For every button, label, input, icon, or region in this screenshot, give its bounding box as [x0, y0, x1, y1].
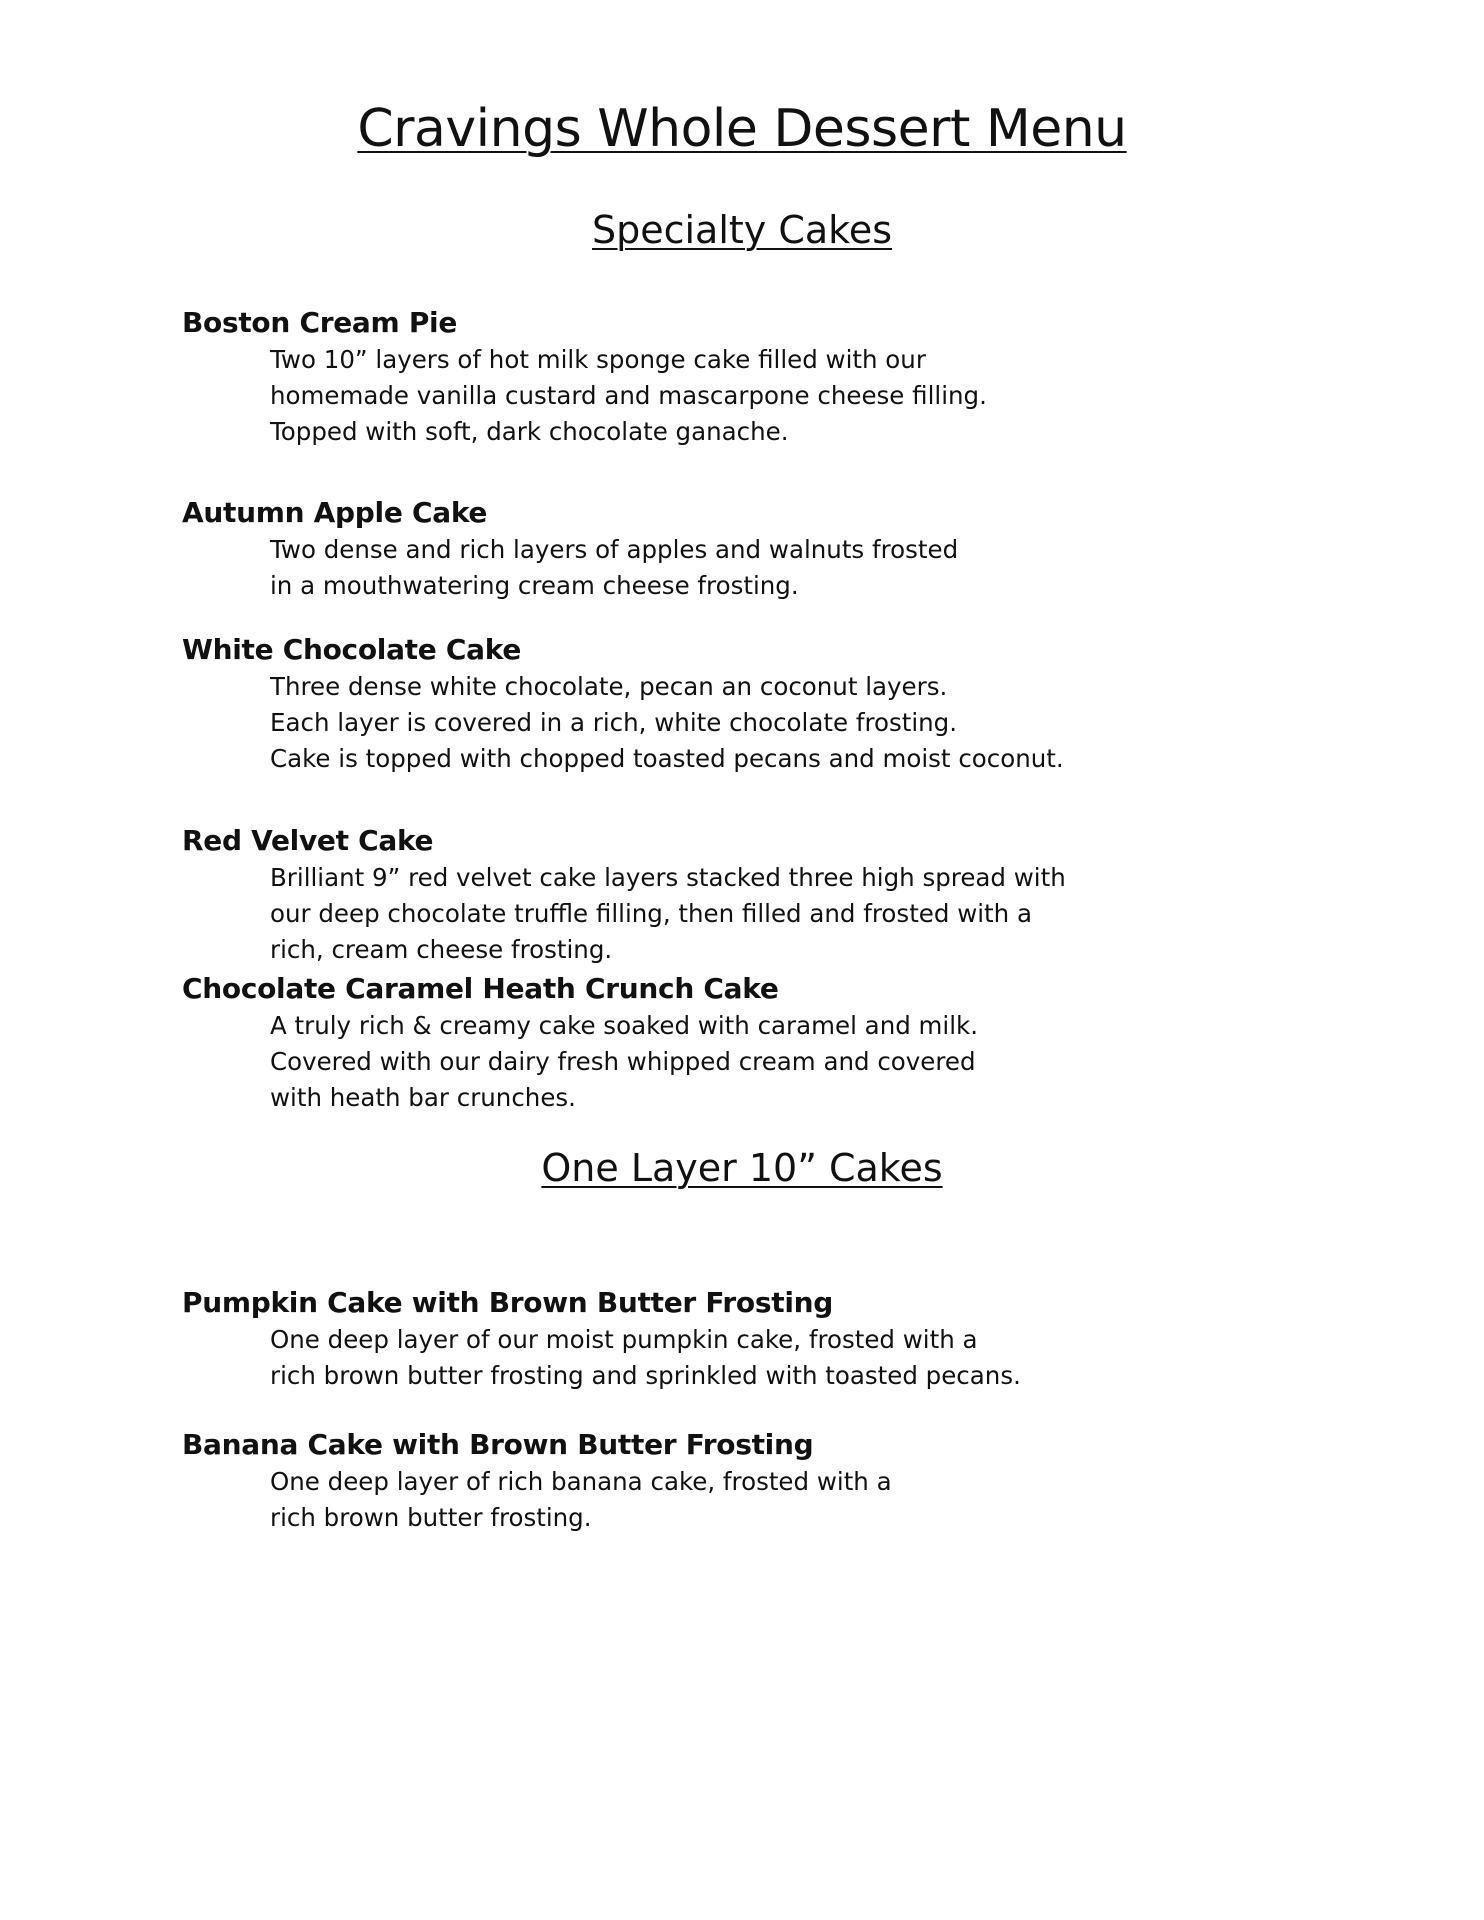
menu-item-name: Red Velvet Cake: [182, 824, 434, 857]
menu-item-description: Two dense and rich layers of apples and walnuts frosted in a mouthwatering cream cheese frosting.: [270, 535, 959, 600]
menu-item-description: One deep layer of rich banana cake, frosted with a rich brown butter frosting.: [270, 1467, 892, 1532]
menu-item-pumpkin-cake: [182, 1284, 1332, 1394]
menu-item-description: One deep layer of our moist pumpkin cake, frosted with a rich brown butter frosting and sprinkled with toasted pecans.: [270, 1325, 1021, 1390]
section-heading-specialty-cakes: Specialty Cakes: [591, 208, 893, 252]
menu-item-name: Banana Cake with Brown Butter Frosting: [182, 1428, 814, 1461]
menu-item-description: Brilliant 9” red velvet cake layers stacked three high spread with our deep chocolate truffle filling, then filled and frosted with a rich, cream cheese frosting.: [270, 863, 1066, 964]
menu-item-autumn-apple-cake: [182, 494, 1332, 604]
menu-item-name: Pumpkin Cake with Brown Butter Frosting: [182, 1286, 833, 1319]
menu-item-name: White Chocolate Cake: [182, 633, 522, 666]
menu-item-description: Two 10” layers of hot milk sponge cake filled with our homemade vanilla custard and mascarpone cheese filling. Topped with soft, dark chocolate ganache.: [270, 345, 987, 446]
menu-item-name: Chocolate Caramel Heath Crunch Cake: [182, 972, 779, 1005]
menu-item-chocolate-caramel-heath-crunch-cake: [182, 970, 1332, 1116]
menu-item-name: Autumn Apple Cake: [182, 496, 488, 529]
menu-item-description: Three dense white chocolate, pecan an coconut layers. Each layer is covered in a rich, white chocolate frosting. Cake is topped with chopped toasted pecans and moist coconut.: [270, 672, 1064, 773]
menu-item-white-chocolate-cake: [182, 631, 1332, 777]
menu-item-red-velvet-cake: [182, 822, 1332, 968]
menu-item-boston-cream-pie: [182, 304, 1332, 450]
page-title: Cravings Whole Dessert Menu: [357, 99, 1127, 159]
section-heading-one-layer-cakes: One Layer 10” Cakes: [541, 1146, 943, 1190]
menu-item-description: A truly rich & creamy cake soaked with caramel and milk. Covered with our dairy fresh whipped cream and covered with heath bar crunches.: [270, 1011, 979, 1112]
menu-item-banana-cake: [182, 1426, 1332, 1536]
menu-item-name: Boston Cream Pie: [182, 306, 458, 339]
